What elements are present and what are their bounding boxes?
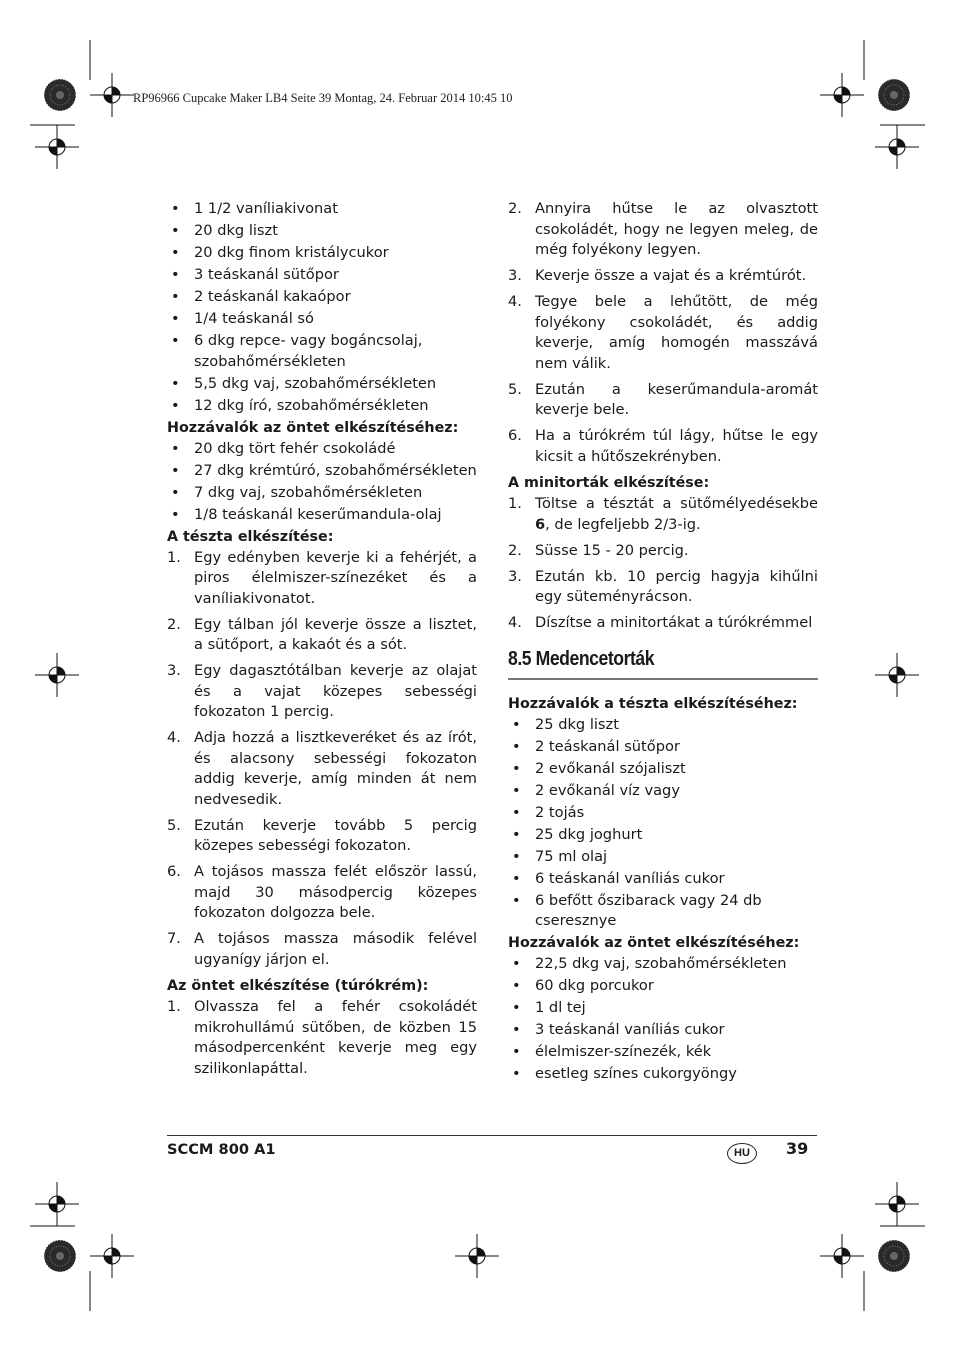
list-item: • 7 dkg vaj, szobahőmérsékleten bbox=[167, 483, 477, 504]
minicake-heading: A minitorták elkészítése: bbox=[508, 475, 710, 491]
step-text: A tojásos massza felét először lassú, majd 30 másodpercig közepes fokozaton dolgozza bele. bbox=[194, 863, 477, 921]
topping-ingredient-list bbox=[508, 954, 818, 1085]
step-text: Egy edényben keverje ki a fehérjét, a piros élelmiszer-színezéket és a vaníliakivonatot. bbox=[194, 548, 477, 607]
left-column bbox=[167, 199, 477, 1085]
list-item: • 2 evőkanál víz vagy bbox=[508, 781, 818, 802]
list-item: • 1 1/2 vaníliakivonat bbox=[167, 199, 477, 220]
list-item: • 27 dkg krémtúró, szobahőmérsékleten bbox=[167, 461, 477, 482]
step-text: Díszítse a minitortákat a túrókrémmel bbox=[535, 614, 813, 631]
list-item: • 22,5 dkg vaj, szobahőmérsékleten bbox=[508, 954, 818, 975]
step-item bbox=[508, 541, 818, 562]
step-text-end: , de legfeljebb 2/3-ig. bbox=[545, 515, 701, 533]
step-item bbox=[167, 728, 477, 810]
step-item bbox=[167, 862, 477, 924]
step-number: 7. bbox=[167, 930, 181, 947]
step-text: Töltse a tésztát a sütőmélyedésekbe bbox=[535, 495, 818, 512]
step-number: 2. bbox=[508, 541, 522, 559]
step-number: 4. bbox=[167, 729, 181, 746]
step-item bbox=[167, 929, 477, 970]
list-item: • 75 ml olaj bbox=[508, 847, 818, 868]
list-item: • esetleg színes cukorgyöngy bbox=[508, 1064, 818, 1085]
footer-divider bbox=[167, 1135, 817, 1136]
step-number: 4. bbox=[508, 614, 522, 631]
step-number: 6. bbox=[167, 863, 181, 880]
step-number: 5. bbox=[508, 380, 522, 398]
step-text: Annyira hűtse le az olvasztott csokoládét, hogy ne legyen meleg, de még folyékony legyen. bbox=[535, 200, 818, 258]
list-item: • élelmiszer-színezék, kék bbox=[508, 1042, 818, 1063]
footer-model-number: SCCM 800 A1 bbox=[167, 1141, 276, 1158]
step-number: 2. bbox=[508, 200, 522, 217]
step-item bbox=[508, 494, 818, 535]
list-item: • 2 evőkanál szójaliszt bbox=[508, 759, 818, 780]
dough-ingredients-heading: Hozzávalók a tészta elkészítéséhez: bbox=[508, 695, 798, 712]
right-column bbox=[508, 199, 818, 1086]
ingredient-list bbox=[167, 199, 477, 416]
list-item: • 2 tojás bbox=[508, 803, 818, 824]
dough-ingredient-list bbox=[508, 715, 818, 932]
list-item: • 6 dkg repce- vagy bogáncsolaj, szobahőmérsékleten bbox=[167, 331, 477, 372]
page-number: 39 bbox=[786, 1139, 809, 1158]
language-badge: HU bbox=[727, 1143, 757, 1164]
list-item: • 1 dl tej bbox=[508, 998, 818, 1019]
list-item: • 20 dkg tört fehér csokoládé bbox=[167, 439, 477, 460]
dough-steps bbox=[167, 548, 477, 971]
topping-ingredient-list bbox=[167, 439, 477, 526]
topping-prep-steps-continued bbox=[508, 199, 818, 467]
step-text: Egy tálban jól keverje össze a lisztet, a sütőport, a kakaót és a sót. bbox=[194, 615, 477, 653]
step-item bbox=[508, 380, 818, 421]
step-number: 6. bbox=[508, 427, 522, 444]
step-text: Süsse 15 - 20 percig. bbox=[535, 541, 689, 559]
step-item bbox=[508, 567, 818, 608]
step-text: Keverje össze a vajat és a krémtúrót. bbox=[535, 267, 807, 284]
list-item: • 6 teáskanál vaníliás cukor bbox=[508, 869, 818, 890]
step-item bbox=[167, 997, 477, 1079]
step-text: Olvassza fel a fehér csokoládét mikrohullámú sütőben, de közben 15 másodpercenként keverje meg egy szilikonlapáttal. bbox=[194, 998, 477, 1077]
step-number: 4. bbox=[508, 293, 522, 310]
list-item: • 60 dkg porcukor bbox=[508, 976, 818, 997]
list-item: • 2 teáskanál kakaópor bbox=[167, 287, 477, 308]
list-item: • 2 teáskanál sütőpor bbox=[508, 737, 818, 758]
step-item bbox=[167, 548, 477, 610]
step-number: 1. bbox=[508, 495, 522, 512]
step-text: Ezután kb. 10 percig hagyja kihűlni egy süteményrácson. bbox=[535, 567, 818, 605]
step-item bbox=[167, 661, 477, 723]
section-divider bbox=[508, 678, 818, 680]
step-number: 1. bbox=[167, 998, 181, 1015]
step-text: Tegye bele a lehűtött, de még folyékony csokoládét, és addig keverje, amíg homogén masszává nem válik. bbox=[535, 293, 818, 372]
section-title: 8.5 Medencetorták bbox=[508, 647, 655, 670]
step-text: Ezután a keserűmandula-aromát keverje bele. bbox=[535, 380, 818, 418]
step-text: Egy dagasztótálban keverje az olajat és a vajat közepes sebességi fokozaton 1 percig. bbox=[194, 662, 477, 720]
step-number: 3. bbox=[508, 267, 522, 284]
step-item bbox=[508, 266, 818, 287]
list-item: • 6 befőtt őszibarack vagy 24 db cseresznye bbox=[508, 891, 818, 932]
step-number: 5. bbox=[167, 816, 181, 834]
minicake-steps bbox=[508, 494, 818, 634]
step-number: 3. bbox=[167, 662, 181, 679]
topping-prep-steps bbox=[167, 997, 477, 1079]
list-item: • 25 dkg liszt bbox=[508, 715, 818, 736]
list-item: • 3 teáskanál vaníliás cukor bbox=[508, 1020, 818, 1041]
step-ref-number: 6 bbox=[535, 515, 546, 533]
list-item: • 20 dkg finom kristálycukor bbox=[167, 243, 477, 264]
list-item: • 5,5 dkg vaj, szobahőmérsékleten bbox=[167, 374, 477, 395]
print-header: RP96966 Cupcake Maker LB4 Seite 39 Montag, 24. Februar 2014 10:45 10 bbox=[133, 91, 513, 105]
step-item bbox=[508, 613, 818, 634]
step-text: Ha a túrókrém túl lágy, hűtse le egy kicsit a hűtőszekrényben. bbox=[535, 427, 818, 465]
list-item: • 20 dkg liszt bbox=[167, 221, 477, 242]
step-item bbox=[167, 816, 477, 857]
step-text: A tojásos massza második felével ugyanígy járjon el. bbox=[194, 930, 477, 968]
step-text: Adja hozzá a lisztkeveréket és az írót, és alacsony sebességi fokozaton addig keverje, amíg minden át nem nedvesedik. bbox=[194, 729, 477, 808]
step-text: Ezután keverje tovább 5 percig közepes sebességi fokozaton. bbox=[194, 816, 477, 854]
step-item bbox=[508, 292, 818, 374]
step-number: 1. bbox=[167, 548, 181, 566]
step-item bbox=[508, 199, 818, 261]
list-item: • 1/4 teáskanál só bbox=[167, 309, 477, 330]
topping-prep-heading: Az öntet elkészítése (túrókrém): bbox=[167, 978, 429, 994]
step-item bbox=[508, 426, 818, 467]
list-item: • 1/8 teáskanál keserűmandula-olaj bbox=[167, 505, 477, 526]
list-item: • 12 dkg író, szobahőmérsékleten bbox=[167, 396, 477, 417]
step-item bbox=[167, 615, 477, 656]
step-number: 2. bbox=[167, 615, 181, 633]
topping-ingredients-heading: Hozzávalók az öntet elkészítéséhez: bbox=[508, 935, 800, 951]
topping-ingredients-heading: Hozzávalók az öntet elkészítéséhez: bbox=[167, 419, 459, 436]
step-number: 3. bbox=[508, 567, 522, 585]
dough-prep-heading: A tészta elkészítése: bbox=[167, 528, 334, 545]
list-item: • 3 teáskanál sütőpor bbox=[167, 265, 477, 286]
list-item: • 25 dkg joghurt bbox=[508, 825, 818, 846]
